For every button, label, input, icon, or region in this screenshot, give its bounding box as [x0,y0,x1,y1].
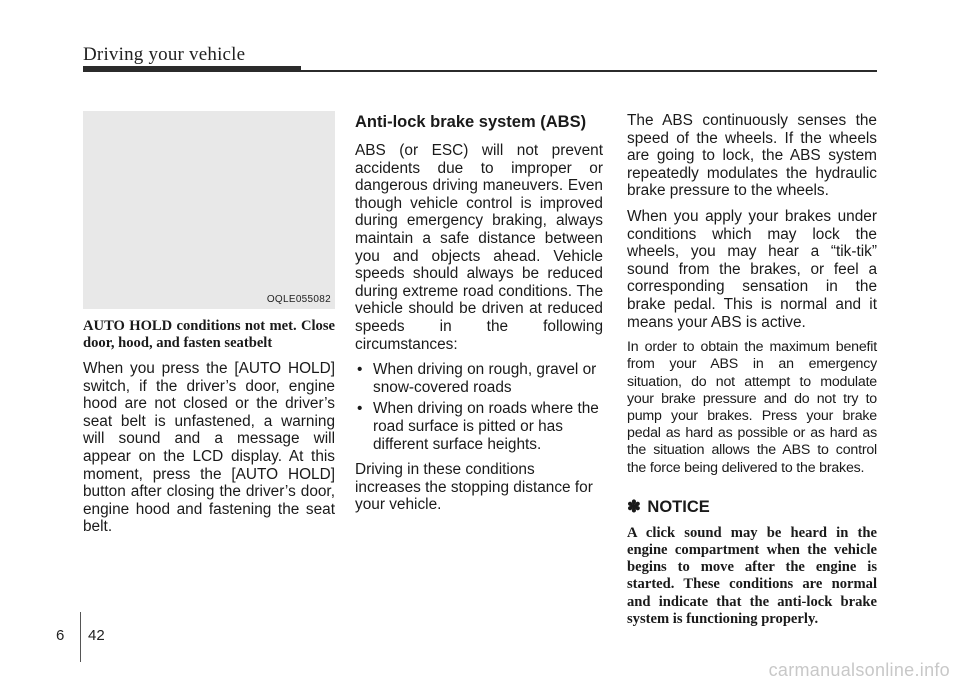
abs-sensing-paragraph: The ABS continuously senses the speed of the wheels. If the wheels are going to lock, the ABS system repeatedly modulates the hydraulic brake pressure to the wheels. [627,112,877,200]
abs-bullet-list [355,361,603,453]
bullet-icon: • [357,400,363,418]
bullet-text: When driving on rough, gravel or snow-covered roads [373,361,597,396]
abs-heading: Anti-lock brake system (ABS) [355,113,587,131]
page-header-title: Driving your vehicle [83,44,246,65]
notice-heading-text: NOTICE [647,497,710,516]
notice-body: A click sound may be heard in the engine compartment when the vehicle begins to move after the engine is started. These conditions are normal and indicate that the anti-lock brake system is functioning properly. [627,524,877,627]
abs-benefit-paragraph: In order to obtain the maximum benefit from your ABS in an emergency situation, do not attempt to modulate your brake pressure and do not try to pump your brakes. Press your brake pedal as hard as possible or as hard as the situation allows the ABS to control the force being delivered to the brakes. [627,339,877,476]
figure-image [83,111,335,309]
footer-page-number: 42 [88,627,105,644]
header-rule-thick [83,66,301,72]
auto-hold-subheading: AUTO HOLD conditions not met. Close door, hood, and fasten seatbelt [83,318,335,351]
list-item [355,361,603,396]
footer-divider [80,612,81,662]
auto-hold-paragraph: When you press the [AUTO HOLD] switch, if the driver’s door, engine hood are not closed or the driver’s seat belt is unfastened, a warning will sound and a message will appear on the LCD display. At this moment, press the [AUTO HOLD] button after closing the driver’s door, engine hood and fastening the seat belt. [83,360,335,536]
footer-section-number: 6 [56,627,65,644]
figure-code: OQLE055082 [266,294,331,305]
header-rule-thin [301,70,877,72]
list-item [355,400,603,453]
left-column [83,318,335,544]
right-column [627,112,877,636]
notice-heading [627,497,877,517]
notice-icon: ✽ [627,497,641,516]
bullet-text: When driving on roads where the road surface is pitted or has different surface heights. [373,400,599,453]
middle-column [355,112,603,522]
abs-tik-tik-paragraph: When you apply your brakes under conditions which may lock the wheels, you may hear a “tik-tik” sound from the brakes, or feel a corresponding sensation in the brake pedal. This is normal and it means your ABS is active. [627,207,877,331]
abs-intro-paragraph: ABS (or ESC) will not prevent accidents due to improper or dangerous driving maneuvers. Even though vehicle control is improved during emergency braking, always maintain a safe distance between you and objects ahead. Vehicle speeds should always be reduced during extreme road conditions. The vehicle should be driven at reduced speeds in the following circumstances: [355,142,603,353]
watermark-text: carmanualsonline.info [768,660,950,680]
bullet-icon: • [357,361,363,379]
abs-closing-paragraph: Driving in these conditions increases the stopping distance for your vehicle. [355,461,593,514]
